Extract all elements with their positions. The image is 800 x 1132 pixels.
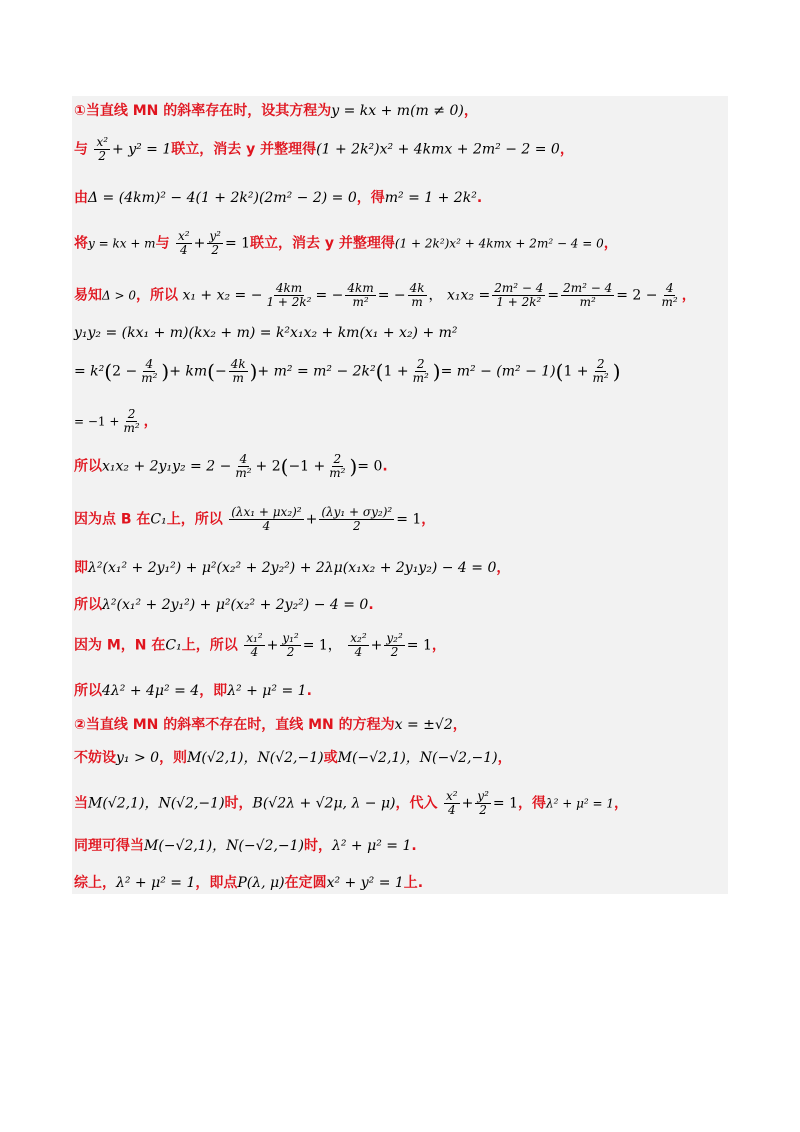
fraction: $\frac{4}{\text{m²}}$ <box>141 357 158 386</box>
fraction: $\frac{4k}{m}$ <box>409 281 425 310</box>
equation: 4λ² + 4μ² = 4 <box>102 683 200 699</box>
equation: y = kx + m <box>88 236 156 251</box>
fraction: $\frac{\text{y²}}{2}$ <box>209 229 221 258</box>
fraction: $\frac{\text{(λy₁ + σy₂)²}}{2}$ <box>321 505 393 534</box>
line-2: 与 $\frac{\text{x²}}{2}$ + y² = 1联立，消去 y 并整理得(1 + 2k²)x² + 4kmx + 2m² − 2 = 0， <box>74 135 574 164</box>
fraction: $\frac{\text{x²}}{2}$ <box>96 135 109 164</box>
equation: λ² + μ² = 1 <box>116 875 196 891</box>
text: ，则 <box>159 750 188 766</box>
text: 综上， <box>74 875 116 891</box>
line-1 <box>74 100 478 120</box>
line-16: 不妨设y₁ > 0，则M(√2,1)，N(√2,−1)或M(−√2,1)，N(−√2,−1)， <box>74 750 512 766</box>
text: ， <box>463 103 478 119</box>
equation: (1 + 2k²)x² + 4kmx + 2m² − 2 = 0 <box>316 141 560 158</box>
text: 因为 M，N 在 <box>74 637 166 654</box>
text: 当 <box>74 795 88 812</box>
equation: λ²(x₁² + 2y₁²) + μ²(x₂² + 2y₂²) − 4 = 0 <box>102 597 369 613</box>
fraction: $\frac{\text{2m² − 4}}{\text{m²}}$ <box>563 281 613 310</box>
text: 时， <box>304 838 332 854</box>
line-4: 将y = kx + m与 $\frac{\text{x²}}{4}$ + $\frac{\text{y²}}{2}$ = 1联立，消去 y 并整理得(1 + 2k²)x² + 4kmx + 2m² − 4 = 0， <box>74 229 618 258</box>
equation: Δ = (4km)² − 4(1 + 2k²)(2m² − 2) = 0 <box>88 190 357 206</box>
fraction: $\frac{\text{2m² − 4}}{\text{1 + 2k²}}$ <box>494 281 544 310</box>
text: 即 <box>74 560 88 576</box>
fraction: $\frac{4km}{\text{m²}}$ <box>347 281 374 310</box>
line-6 <box>74 325 458 341</box>
fraction: $\frac{2}{\text{m²}}$ <box>329 452 346 481</box>
fraction: $\frac{\text{x₂²}}{4}$ <box>350 631 367 660</box>
equation: Δ > 0 <box>102 288 136 303</box>
text: ，代入 <box>395 795 438 812</box>
fraction: $\frac{\text{y₁²}}{2}$ <box>282 631 299 660</box>
fraction: $\frac{\text{x²}}{4}$ <box>178 229 190 258</box>
fraction: $\frac{\text{y²}}{2}$ <box>477 789 489 818</box>
equation: (1 + 2k²)x² + 4kmx + 2m² − 4 = 0 <box>394 236 604 251</box>
text: 联立，消去 y 并整理得 <box>250 235 395 252</box>
text: 由 <box>74 190 88 206</box>
text: ，即点 <box>195 875 238 891</box>
line-14: 所以4λ² + 4μ² = 4，即λ² + μ² = 1. <box>74 683 312 699</box>
line-18: 同理可得当M(−√2,1)，N(−√2,−1)时，λ² + μ² = 1. <box>74 838 417 854</box>
text: 与 <box>74 141 88 158</box>
equation: P(λ, μ) <box>237 875 285 891</box>
text: 与 <box>155 235 170 252</box>
solution-panel <box>72 96 728 894</box>
line-17: 当M(√2,1)，N(√2,−1)时，B(√2λ + √2μ, λ − μ)，代入 $\frac{\text{x²}}{4}$ + $\frac{\text{y²}}{2}$ = 1，得λ² + μ² = 1， <box>74 789 629 818</box>
fraction: $\frac{4km}{\text{1 + 2k²}}$ <box>266 281 312 310</box>
text: ②当直线 MN 的斜率不存在时，直线 MN 的方程为 <box>74 717 395 733</box>
text: ， <box>603 235 618 252</box>
equation: λ² + μ² = 1 <box>332 838 412 854</box>
line-13: 因为 M，N 在C₁上，所以 $\frac{\text{x₁²}}{4}$ + $\frac{\text{y₁²}}{2}$ = 1， $\frac{\text{x₂²}}{4}$ + $\frac{\text{y₂²}}{2}$ = 1， <box>74 631 446 660</box>
text: 在定圆 <box>284 875 327 891</box>
fraction: $\frac{2}{\text{m²}}$ <box>123 407 140 436</box>
text: 不妨设 <box>74 750 116 766</box>
equation: M(√2,1)，N(√2,−1) <box>88 795 225 812</box>
equation: M(−√2,1)，N(−√2,−1) <box>144 838 304 854</box>
line-15: ②当直线 MN 的斜率不存在时，直线 MN 的方程为x = ±√2， <box>74 717 467 733</box>
text: ，得 <box>517 795 546 812</box>
fraction: $\frac{4}{\text{m²}}$ <box>235 452 252 481</box>
fraction: $\frac{2}{\text{m²}}$ <box>592 357 609 386</box>
text: 上，所以 <box>181 637 238 654</box>
fraction: $\frac{4k}{m}$ <box>230 357 246 386</box>
equation: λ²(x₁² + 2y₁²) + μ²(x₂² + 2y₂²) + 2λμ(x₁x₂ + 2y₁y₂) − 4 = 0 <box>88 560 497 576</box>
equation: M(−√2,1)，N(−√2,−1) <box>337 750 498 766</box>
equation: B(√2λ + √2μ, λ − μ) <box>252 795 396 812</box>
line-9: 所以x₁x₂ + 2y₁y₂ = 2 − $\frac{4}{\text{m²}}$ + 2(−1 + $\frac{2}{\text{m²}}$ )= 0. <box>74 452 388 481</box>
text: ， <box>143 413 158 430</box>
text: 易知 <box>74 287 102 304</box>
line-11: 即λ²(x₁² + 2y₁²) + μ²(x₂² + 2y₂²) + 2λμ(x₁x₂ + 2y₁y₂) − 4 = 0， <box>74 560 511 576</box>
line-5: 易知Δ > 0，所以 x₁ + x₂ = − $\frac{4km}{\text{1 + 2k²}}$ = − $\frac{4km}{\text{m²}}$ = − $\frac{4k}{m}$ ， x₁x₂ = $\frac{\text{2m² − 4}}{\text{1 + 2k²}}$ = $\frac{\text{2m² − 4}}{\text{m²}}$ = 2 − $\frac{4}{\text{m²}}$ ， <box>74 281 696 310</box>
equation: y₁ > 0 <box>116 750 160 766</box>
fraction: $\frac{\text{x₁²}}{4}$ <box>246 631 263 660</box>
text: 所以 <box>74 683 102 699</box>
line-3 <box>74 187 482 207</box>
fraction: $\frac{2}{\text{m²}}$ <box>412 357 429 386</box>
curve-name: C₁ <box>150 511 167 528</box>
text: 上. <box>403 875 424 891</box>
text: ，所以 <box>135 287 178 304</box>
line-10: 因为点 B 在C₁上，所以 $\frac{\text{(λx₁ + μx₂)²}}{4}$ + $\frac{\text{(λy₁ + σy₂)²}}{2}$ = 1， <box>74 505 436 534</box>
fraction: $\frac{\text{y₂²}}{2}$ <box>386 631 403 660</box>
text: 将 <box>74 235 88 252</box>
text: . <box>476 190 483 206</box>
text: 上，所以 <box>166 511 223 528</box>
text: 所以 <box>74 597 102 613</box>
equation: x = ±√2 <box>394 717 453 733</box>
equation: M(√2,1)，N(√2,−1) <box>187 750 324 766</box>
text: 同理可得当 <box>74 838 144 854</box>
text: 所以 <box>74 458 102 475</box>
text: 因为点 B 在 <box>74 511 151 528</box>
equation: y = kx + m(m ≠ 0) <box>331 103 464 119</box>
equation: λ² + μ² = 1 <box>545 796 615 811</box>
text: ， <box>559 141 574 158</box>
text: ①当直线 MN 的斜率存在时，设其方程为 <box>74 103 332 119</box>
text: 时， <box>224 795 253 812</box>
fraction: $\frac{\text{(λx₁ + μx₂)²}}{4}$ <box>231 505 302 534</box>
line-8: = −1 + $\frac{2}{\text{m²}}$ ， <box>74 407 158 436</box>
equation: λ² + μ² = 1 <box>227 683 307 699</box>
fraction: $\frac{\text{x²}}{4}$ <box>445 789 458 818</box>
equation: m² = 1 + 2k² <box>384 190 477 206</box>
equation: y₁y₂ = (kx₁ + m)(kx₂ + m) = k²x₁x₂ + km(x₁ + x₂) + m² <box>74 325 458 341</box>
line-7: = k²(2 − $\frac{4}{\text{m²}}$ )+ km(− $\frac{4k}{m}$ )+ m² = m² − 2k²(1 + $\frac{2}{\text{m²}}$ )= m² − (m² − 1)(1 + $\frac{2}{\text{m²}}$ ) <box>74 357 621 386</box>
text: ，即 <box>199 683 228 699</box>
line-12: 所以λ²(x₁² + 2y₁²) + μ²(x₂² + 2y₂²) − 4 = 0. <box>74 597 374 613</box>
line-19 <box>74 872 423 892</box>
equation: x² + y² = 1 <box>326 875 404 891</box>
text: 联立，消去 y 并整理得 <box>171 141 317 158</box>
curve-name: C₁ <box>165 637 182 654</box>
text: 或 <box>323 750 338 766</box>
text: ，得 <box>356 190 385 206</box>
fraction: $\frac{4}{\text{m²}}$ <box>661 281 678 310</box>
